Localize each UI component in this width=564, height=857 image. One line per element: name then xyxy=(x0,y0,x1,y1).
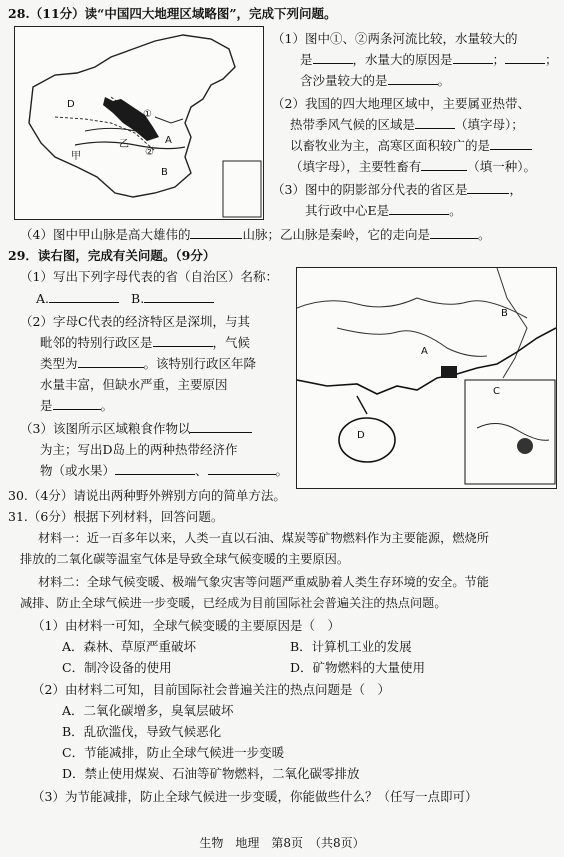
china-map-drawing xyxy=(15,27,263,219)
answer-blank[interactable] xyxy=(313,51,353,64)
map-label-A: A xyxy=(165,135,172,146)
q28-header: 28.（11分）读“中国四大地理区域略图”，完成下列问题。 xyxy=(8,6,337,21)
q29-3-line2: 为主；写出D岛上的两种热带经济作 xyxy=(40,442,238,457)
map-label-A: A xyxy=(421,346,428,357)
q29-1-options: A. B. xyxy=(36,290,214,307)
q28-3-line2: 其行政中心E是 。 xyxy=(305,203,462,218)
q31-1-option-A[interactable]: A．森林、草原严重破坏 xyxy=(62,639,197,654)
q31-1-option-B[interactable]: B．计算机工业的发展 xyxy=(290,639,412,654)
answer-blank[interactable] xyxy=(144,290,214,303)
map-label-yi: 乙 xyxy=(119,139,129,150)
china-regions-map xyxy=(14,26,264,220)
page-footer: 生物 地理 第8页 （共8页） xyxy=(199,836,365,850)
q31-material1-line2: 排放的二氧化碳等温室气体是导致全球气候变暖的主要原因。 xyxy=(20,552,350,566)
q31-2-option-B[interactable]: B．乱砍滥伐，导致气候恶化 xyxy=(62,724,222,739)
q31-2-option-A[interactable]: A．二氧化碳增多，臭氧层破坏 xyxy=(62,703,234,718)
q28-2-line1: （2）我国的四大地理区域中，主要属亚热带、 xyxy=(272,96,530,111)
q28-1-line3: 含沙量较大的是 。 xyxy=(300,73,451,88)
map-label-D: D xyxy=(67,99,75,110)
map-label-B: B xyxy=(501,308,508,319)
map-label-C: C xyxy=(493,386,500,397)
answer-blank[interactable] xyxy=(430,226,478,239)
q28-2-line2: 热带季风气候的区域是 （填字母）； xyxy=(290,117,524,132)
answer-blank[interactable] xyxy=(490,137,532,150)
answer-blank[interactable] xyxy=(78,355,144,368)
q28-2-line3: 以畜牧业为主，高寒区面积较广的是 xyxy=(290,137,532,154)
answer-blank[interactable] xyxy=(467,181,509,194)
answer-blank[interactable] xyxy=(115,462,195,475)
q28-1-line2: 是 ，水量大的原因是 ； ； xyxy=(300,52,558,67)
answer-blank[interactable] xyxy=(505,51,545,64)
answer-blank[interactable] xyxy=(153,334,213,347)
answer-blank[interactable] xyxy=(208,462,276,475)
q29-header: 29．读右图，完成有关问题。（9分） xyxy=(8,248,216,263)
south-china-map-drawing xyxy=(297,268,556,488)
q29-3-line3: 物（或水果） 、 。 xyxy=(40,463,289,478)
answer-blank[interactable] xyxy=(190,226,242,239)
q31-material1-line1: 材料一：近一百多年以来，人类一直以石油、煤炭等矿物燃料作为主要能源，燃烧所 xyxy=(38,531,489,545)
q31-2-stem: （2）由材料二可知，目前国际社会普遍关注的热点问题是（ ） xyxy=(32,682,390,697)
map-label-river-2: ② xyxy=(145,147,154,158)
map-label-D: D xyxy=(357,430,365,441)
q31-2-option-D[interactable]: D．禁止使用煤炭、石油等矿物燃料，二氧化碳零排放 xyxy=(62,766,360,781)
q31-1-stem: （1）由材料一可知，全球气候变暖的主要原因是（ ） xyxy=(32,618,340,633)
answer-blank[interactable] xyxy=(389,202,449,215)
q31-1-option-C[interactable]: C．制冷设备的使用 xyxy=(62,660,172,675)
south-china-map xyxy=(296,267,557,489)
q28-1-line1: （1）图中①、②两条河流比较，水量较大的 xyxy=(272,31,518,46)
answer-blank[interactable] xyxy=(53,397,101,410)
answer-blank[interactable] xyxy=(190,420,252,433)
answer-blank[interactable] xyxy=(415,116,455,129)
q28-3-line1: （3）图中的阴影部分代表的省区是 ， xyxy=(272,182,522,197)
answer-blank[interactable] xyxy=(388,72,438,85)
q31-2-option-C[interactable]: C．节能减排，防止全球气候进一步变暖 xyxy=(62,745,285,760)
q31-material2-line2: 减排、防止全球气候进一步变暖，已经成为目前国际社会普遍关注的热点问题。 xyxy=(20,596,447,610)
q31-1-option-D[interactable]: D．矿物燃料的大量使用 xyxy=(290,660,426,675)
map-label-jia: 甲 xyxy=(71,151,81,162)
q31-material2-line1: 材料二：全球气候变暖、极端气象灾害等问题严重威胁着人类生存环境的安全。节能 xyxy=(38,575,489,589)
q28-2-line4: （填字母），主要牲畜有 （填一种）。 xyxy=(290,159,537,174)
map-label-B: B xyxy=(161,167,168,178)
q29-2-line5: 是 。 xyxy=(40,398,114,413)
q29-2-line3: 类型为 。该特别行政区年降 xyxy=(40,356,257,371)
answer-blank[interactable] xyxy=(421,158,467,171)
q29-3-line1: （3）该图所示区域粮食作物以 xyxy=(20,420,252,437)
q31-3-stem: （3）为节能减排，防止全球气候进一步变暖，你能做些什么？（任写一点即可） xyxy=(32,789,478,804)
q29-1-line: （1）写出下列字母代表的省（自治区）名称： xyxy=(20,269,278,284)
q29-2-line1: （2）字母C代表的经济特区是深圳，与其 xyxy=(20,314,251,329)
answer-blank[interactable] xyxy=(453,51,493,64)
q30-text: 30.（4分）请说出两种野外辨别方向的简单方法。 xyxy=(8,488,286,503)
q31-header: 31.（6分）根据下列材料，回答问题。 xyxy=(8,509,224,524)
answer-blank[interactable] xyxy=(49,290,119,303)
map-label-river-1: ① xyxy=(143,109,152,120)
q29-2-line4: 水量丰富，但缺水严重，主要原因 xyxy=(40,377,228,392)
q28-4-line: （4）图中甲山脉是高大雄伟的 山脉；乙山脉是秦岭，它的走向是 。 xyxy=(20,227,491,242)
q29-2-line2: 毗邻的特别行政区是 ，气候 xyxy=(40,335,251,350)
